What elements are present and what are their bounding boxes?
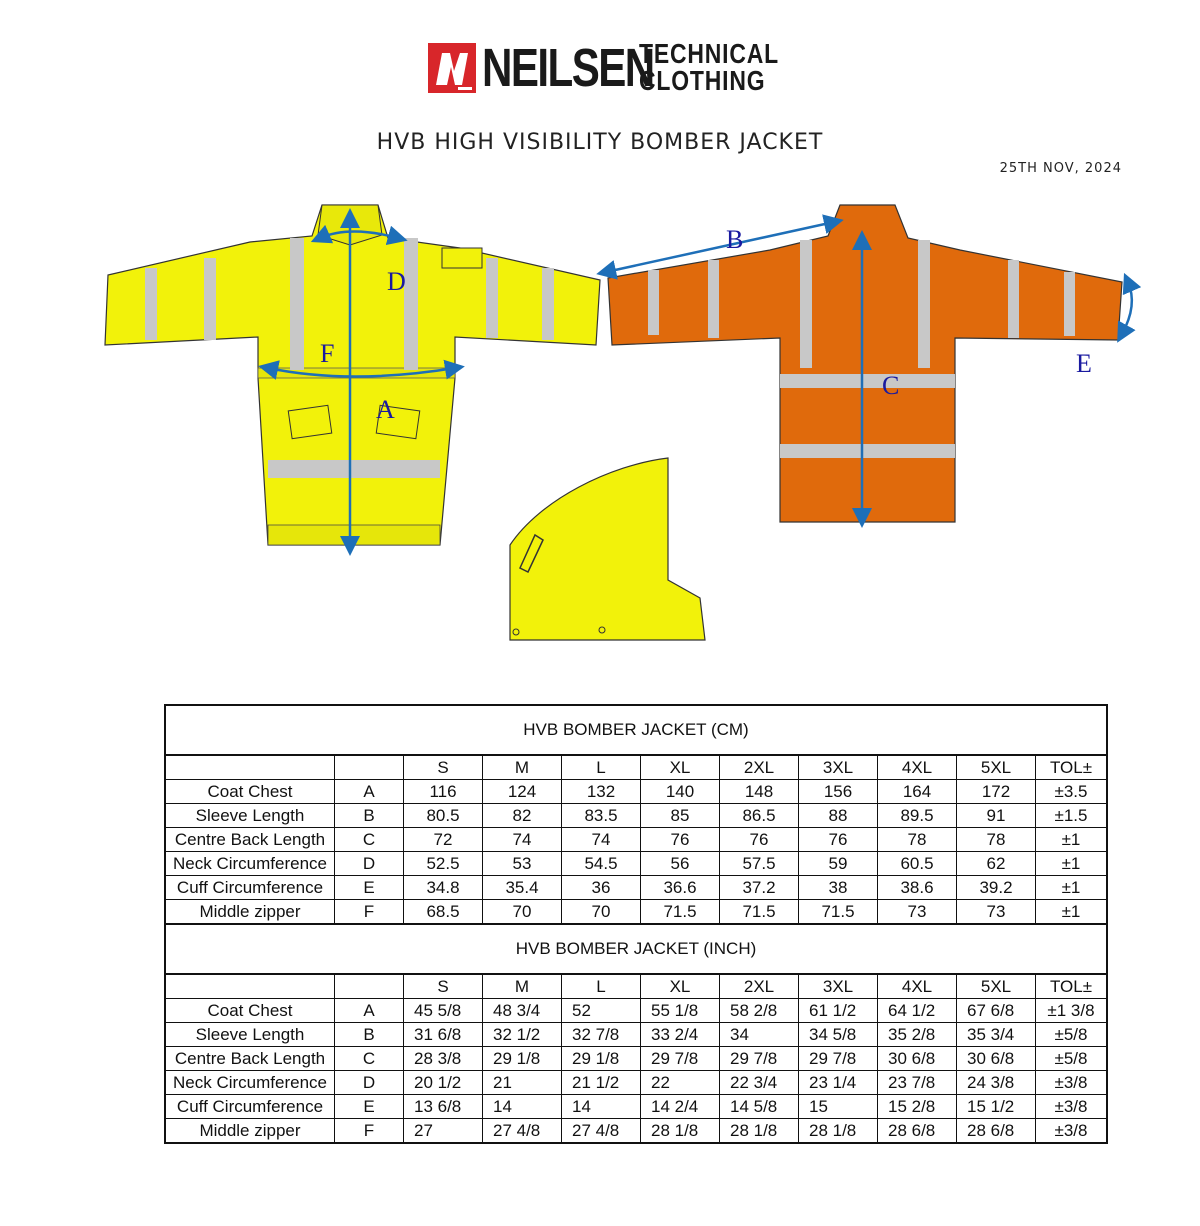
measurement-name: Coat Chest xyxy=(165,780,335,804)
table-header-cell: 2XL xyxy=(720,974,799,999)
measurement-value: 22 3/4 xyxy=(720,1071,799,1095)
measurement-value: 140 xyxy=(641,780,720,804)
measurement-value: 35.4 xyxy=(483,876,562,900)
measurement-value: 22 xyxy=(641,1071,720,1095)
table-row xyxy=(165,852,1107,876)
measurement-value: 76 xyxy=(641,828,720,852)
table-header-cell: 4XL xyxy=(878,755,957,780)
table-header-cell: TOL± xyxy=(1036,974,1108,999)
measurement-value: 24 3/8 xyxy=(957,1071,1036,1095)
measurement-value: ±3/8 xyxy=(1036,1095,1108,1119)
table-header-cell: 3XL xyxy=(799,974,878,999)
measurement-value: 34 xyxy=(720,1023,799,1047)
table-row xyxy=(165,1023,1107,1047)
measurement-value: 71.5 xyxy=(799,900,878,925)
measurement-value: 86.5 xyxy=(720,804,799,828)
measurement-code: E xyxy=(335,876,404,900)
measurement-value: ±1.5 xyxy=(1036,804,1108,828)
measurement-value: 14 xyxy=(483,1095,562,1119)
measurement-value: 70 xyxy=(483,900,562,925)
measurement-value: 52.5 xyxy=(404,852,483,876)
label-d: D xyxy=(387,267,406,296)
measurement-value: 62 xyxy=(957,852,1036,876)
measurement-value: 61 1/2 xyxy=(799,999,878,1023)
measurement-value: 71.5 xyxy=(641,900,720,925)
measurement-value: 45 5/8 xyxy=(404,999,483,1023)
measurement-value: 85 xyxy=(641,804,720,828)
measurement-value: 23 7/8 xyxy=(878,1071,957,1095)
measurement-value: 30 6/8 xyxy=(957,1047,1036,1071)
table-header-cell xyxy=(335,974,404,999)
measurement-value: ±1 xyxy=(1036,900,1108,925)
measurement-value: ±3/8 xyxy=(1036,1119,1108,1144)
measurement-code: B xyxy=(335,804,404,828)
measurement-name: Middle zipper xyxy=(165,1119,335,1144)
table-row xyxy=(165,804,1107,828)
measurement-value: 73 xyxy=(878,900,957,925)
measurement-value: 29 7/8 xyxy=(641,1047,720,1071)
document-title: HVB HIGH VISIBILITY BOMBER JACKET xyxy=(376,130,824,155)
measurement-value: 72 xyxy=(404,828,483,852)
table-header-row xyxy=(165,755,1107,780)
table-header-cell xyxy=(165,755,335,780)
measurement-code: A xyxy=(335,780,404,804)
measurement-value: 82 xyxy=(483,804,562,828)
measurement-value: 57.5 xyxy=(720,852,799,876)
table-header-cell: 5XL xyxy=(957,755,1036,780)
table-header-cell: M xyxy=(483,755,562,780)
measurement-value: 71.5 xyxy=(720,900,799,925)
measurement-code: D xyxy=(335,1071,404,1095)
table-header-row xyxy=(165,974,1107,999)
measurement-value: 38.6 xyxy=(878,876,957,900)
measurement-value: 36 xyxy=(562,876,641,900)
measurement-name: Coat Chest xyxy=(165,999,335,1023)
table-row xyxy=(165,900,1107,925)
measurement-value: 54.5 xyxy=(562,852,641,876)
measurement-value: 32 1/2 xyxy=(483,1023,562,1047)
measurement-value: 15 1/2 xyxy=(957,1095,1036,1119)
measurement-value: 27 4/8 xyxy=(562,1119,641,1144)
table-caption-row-cm xyxy=(165,705,1107,755)
brand-tagline-line1: TECHNICAL xyxy=(639,38,780,69)
label-b: B xyxy=(726,225,744,254)
measurement-value: 28 1/8 xyxy=(641,1119,720,1144)
brand-name: NEILSEN xyxy=(482,38,654,98)
measurement-value: 56 xyxy=(641,852,720,876)
measurement-value: 28 6/8 xyxy=(957,1119,1036,1144)
measurement-value: 89.5 xyxy=(878,804,957,828)
table-header-cell: 2XL xyxy=(720,755,799,780)
measurement-value: 15 2/8 xyxy=(878,1095,957,1119)
measurement-value: 148 xyxy=(720,780,799,804)
document-date: 25TH NOV, 2024 xyxy=(999,161,1122,176)
measurement-value: ±1 xyxy=(1036,876,1108,900)
measurement-value: 34 5/8 xyxy=(799,1023,878,1047)
table-header-cell: L xyxy=(562,755,641,780)
table-caption-cm: HVB BOMBER JACKET (CM) xyxy=(165,705,1107,755)
table-header-cell: S xyxy=(404,755,483,780)
measurement-name: Cuff Circumference xyxy=(165,876,335,900)
measurement-value: 14 5/8 xyxy=(720,1095,799,1119)
measurement-value: 33 2/4 xyxy=(641,1023,720,1047)
label-e: E xyxy=(1076,349,1092,378)
measurement-name: Sleeve Length xyxy=(165,804,335,828)
size-chart-table xyxy=(164,704,1108,1144)
table-row xyxy=(165,999,1107,1023)
measurement-value: 88 xyxy=(799,804,878,828)
measurement-value: 21 xyxy=(483,1071,562,1095)
measurement-value: 14 2/4 xyxy=(641,1095,720,1119)
measurement-value: 13 6/8 xyxy=(404,1095,483,1119)
measurement-value: 28 3/8 xyxy=(404,1047,483,1071)
measurement-value: 64 1/2 xyxy=(878,999,957,1023)
measurement-value: 68.5 xyxy=(404,900,483,925)
table-row xyxy=(165,1047,1107,1071)
measurement-value: 36.6 xyxy=(641,876,720,900)
measurement-name: Cuff Circumference xyxy=(165,1095,335,1119)
measurement-code: F xyxy=(335,900,404,925)
measurement-value: 37.2 xyxy=(720,876,799,900)
measurement-name: Neck Circumference xyxy=(165,1071,335,1095)
measurement-value: ±1 xyxy=(1036,852,1108,876)
measurement-value: ±5/8 xyxy=(1036,1047,1108,1071)
measurement-value: 74 xyxy=(483,828,562,852)
measurement-code: D xyxy=(335,852,404,876)
table-caption-inch: HVB BOMBER JACKET (INCH) xyxy=(165,924,1107,974)
table-row xyxy=(165,1119,1107,1144)
measurement-value: 52 xyxy=(562,999,641,1023)
measurement-value: 60.5 xyxy=(878,852,957,876)
measurement-value: 59 xyxy=(799,852,878,876)
table-header-cell: L xyxy=(562,974,641,999)
measurement-value: 164 xyxy=(878,780,957,804)
measurement-value: 27 4/8 xyxy=(483,1119,562,1144)
measurement-value: 74 xyxy=(562,828,641,852)
measurement-value: 29 1/8 xyxy=(562,1047,641,1071)
table-header-cell: 3XL xyxy=(799,755,878,780)
table-row xyxy=(165,876,1107,900)
hood-detail xyxy=(510,458,705,640)
measurement-code: E xyxy=(335,1095,404,1119)
measurement-name: Neck Circumference xyxy=(165,852,335,876)
measurement-value: ±5/8 xyxy=(1036,1023,1108,1047)
measurement-value: 23 1/4 xyxy=(799,1071,878,1095)
measurement-value: 31 6/8 xyxy=(404,1023,483,1047)
table-header-cell: 4XL xyxy=(878,974,957,999)
label-c: C xyxy=(882,371,900,400)
label-a: A xyxy=(376,395,395,424)
measurement-value: 35 3/4 xyxy=(957,1023,1036,1047)
table-header-cell: M xyxy=(483,974,562,999)
table-header-cell xyxy=(165,974,335,999)
measurement-value: 39.2 xyxy=(957,876,1036,900)
measurement-value: 80.5 xyxy=(404,804,483,828)
measurement-value: 76 xyxy=(799,828,878,852)
label-f: F xyxy=(320,339,335,368)
measurement-value: ±3.5 xyxy=(1036,780,1108,804)
measurement-name: Centre Back Length xyxy=(165,828,335,852)
measurement-value: 29 1/8 xyxy=(483,1047,562,1071)
measurement-value: 116 xyxy=(404,780,483,804)
measurement-value: 58 2/8 xyxy=(720,999,799,1023)
table-header-cell: TOL± xyxy=(1036,755,1108,780)
measurement-value: 28 1/8 xyxy=(799,1119,878,1144)
measurement-value: 78 xyxy=(878,828,957,852)
table-row xyxy=(165,1095,1107,1119)
measurement-value: 76 xyxy=(720,828,799,852)
measurement-value: ±1 3/8 xyxy=(1036,999,1108,1023)
measurement-value: 15 xyxy=(799,1095,878,1119)
measurement-value: 35 2/8 xyxy=(878,1023,957,1047)
table-header-cell: XL xyxy=(641,974,720,999)
measurement-code: C xyxy=(335,828,404,852)
measurement-value: 29 7/8 xyxy=(720,1047,799,1071)
measurement-value: 124 xyxy=(483,780,562,804)
measurement-code: A xyxy=(335,999,404,1023)
measurement-value: 172 xyxy=(957,780,1036,804)
measurement-value: 67 6/8 xyxy=(957,999,1036,1023)
measurement-value: 14 xyxy=(562,1095,641,1119)
measurement-code: B xyxy=(335,1023,404,1047)
measurement-value: 34.8 xyxy=(404,876,483,900)
measurement-value: ±1 xyxy=(1036,828,1108,852)
measurement-value: 48 3/4 xyxy=(483,999,562,1023)
measurement-value: 28 1/8 xyxy=(720,1119,799,1144)
measurement-value: 32 7/8 xyxy=(562,1023,641,1047)
measurement-name: Centre Back Length xyxy=(165,1047,335,1071)
table-row xyxy=(165,828,1107,852)
measurement-value: 83.5 xyxy=(562,804,641,828)
table-header-cell: S xyxy=(404,974,483,999)
measurement-name: Middle zipper xyxy=(165,900,335,925)
measurement-value: 73 xyxy=(957,900,1036,925)
table-row xyxy=(165,780,1107,804)
table-header-cell: 5XL xyxy=(957,974,1036,999)
measurement-value: 91 xyxy=(957,804,1036,828)
measurement-value: 55 1/8 xyxy=(641,999,720,1023)
measurement-value: 28 6/8 xyxy=(878,1119,957,1144)
measurement-value: 132 xyxy=(562,780,641,804)
back-view-jacket xyxy=(608,205,1122,522)
table-header-cell: XL xyxy=(641,755,720,780)
measurement-value: 29 7/8 xyxy=(799,1047,878,1071)
measurement-value: 30 6/8 xyxy=(878,1047,957,1071)
brand-tagline-line2: CLOTHING xyxy=(639,65,766,96)
measurement-name: Sleeve Length xyxy=(165,1023,335,1047)
measurement-value: 70 xyxy=(562,900,641,925)
measurement-value: 78 xyxy=(957,828,1036,852)
table-row xyxy=(165,1071,1107,1095)
table-caption-row-inch xyxy=(165,924,1107,974)
measurement-value: 21 1/2 xyxy=(562,1071,641,1095)
measurement-value: ±3/8 xyxy=(1036,1071,1108,1095)
measurement-value: 53 xyxy=(483,852,562,876)
measurement-value: 27 xyxy=(404,1119,483,1144)
table-header-cell xyxy=(335,755,404,780)
measurement-code: C xyxy=(335,1047,404,1071)
measurement-value: 38 xyxy=(799,876,878,900)
measurement-value: 156 xyxy=(799,780,878,804)
measurement-value: 20 1/2 xyxy=(404,1071,483,1095)
measurement-code: F xyxy=(335,1119,404,1144)
